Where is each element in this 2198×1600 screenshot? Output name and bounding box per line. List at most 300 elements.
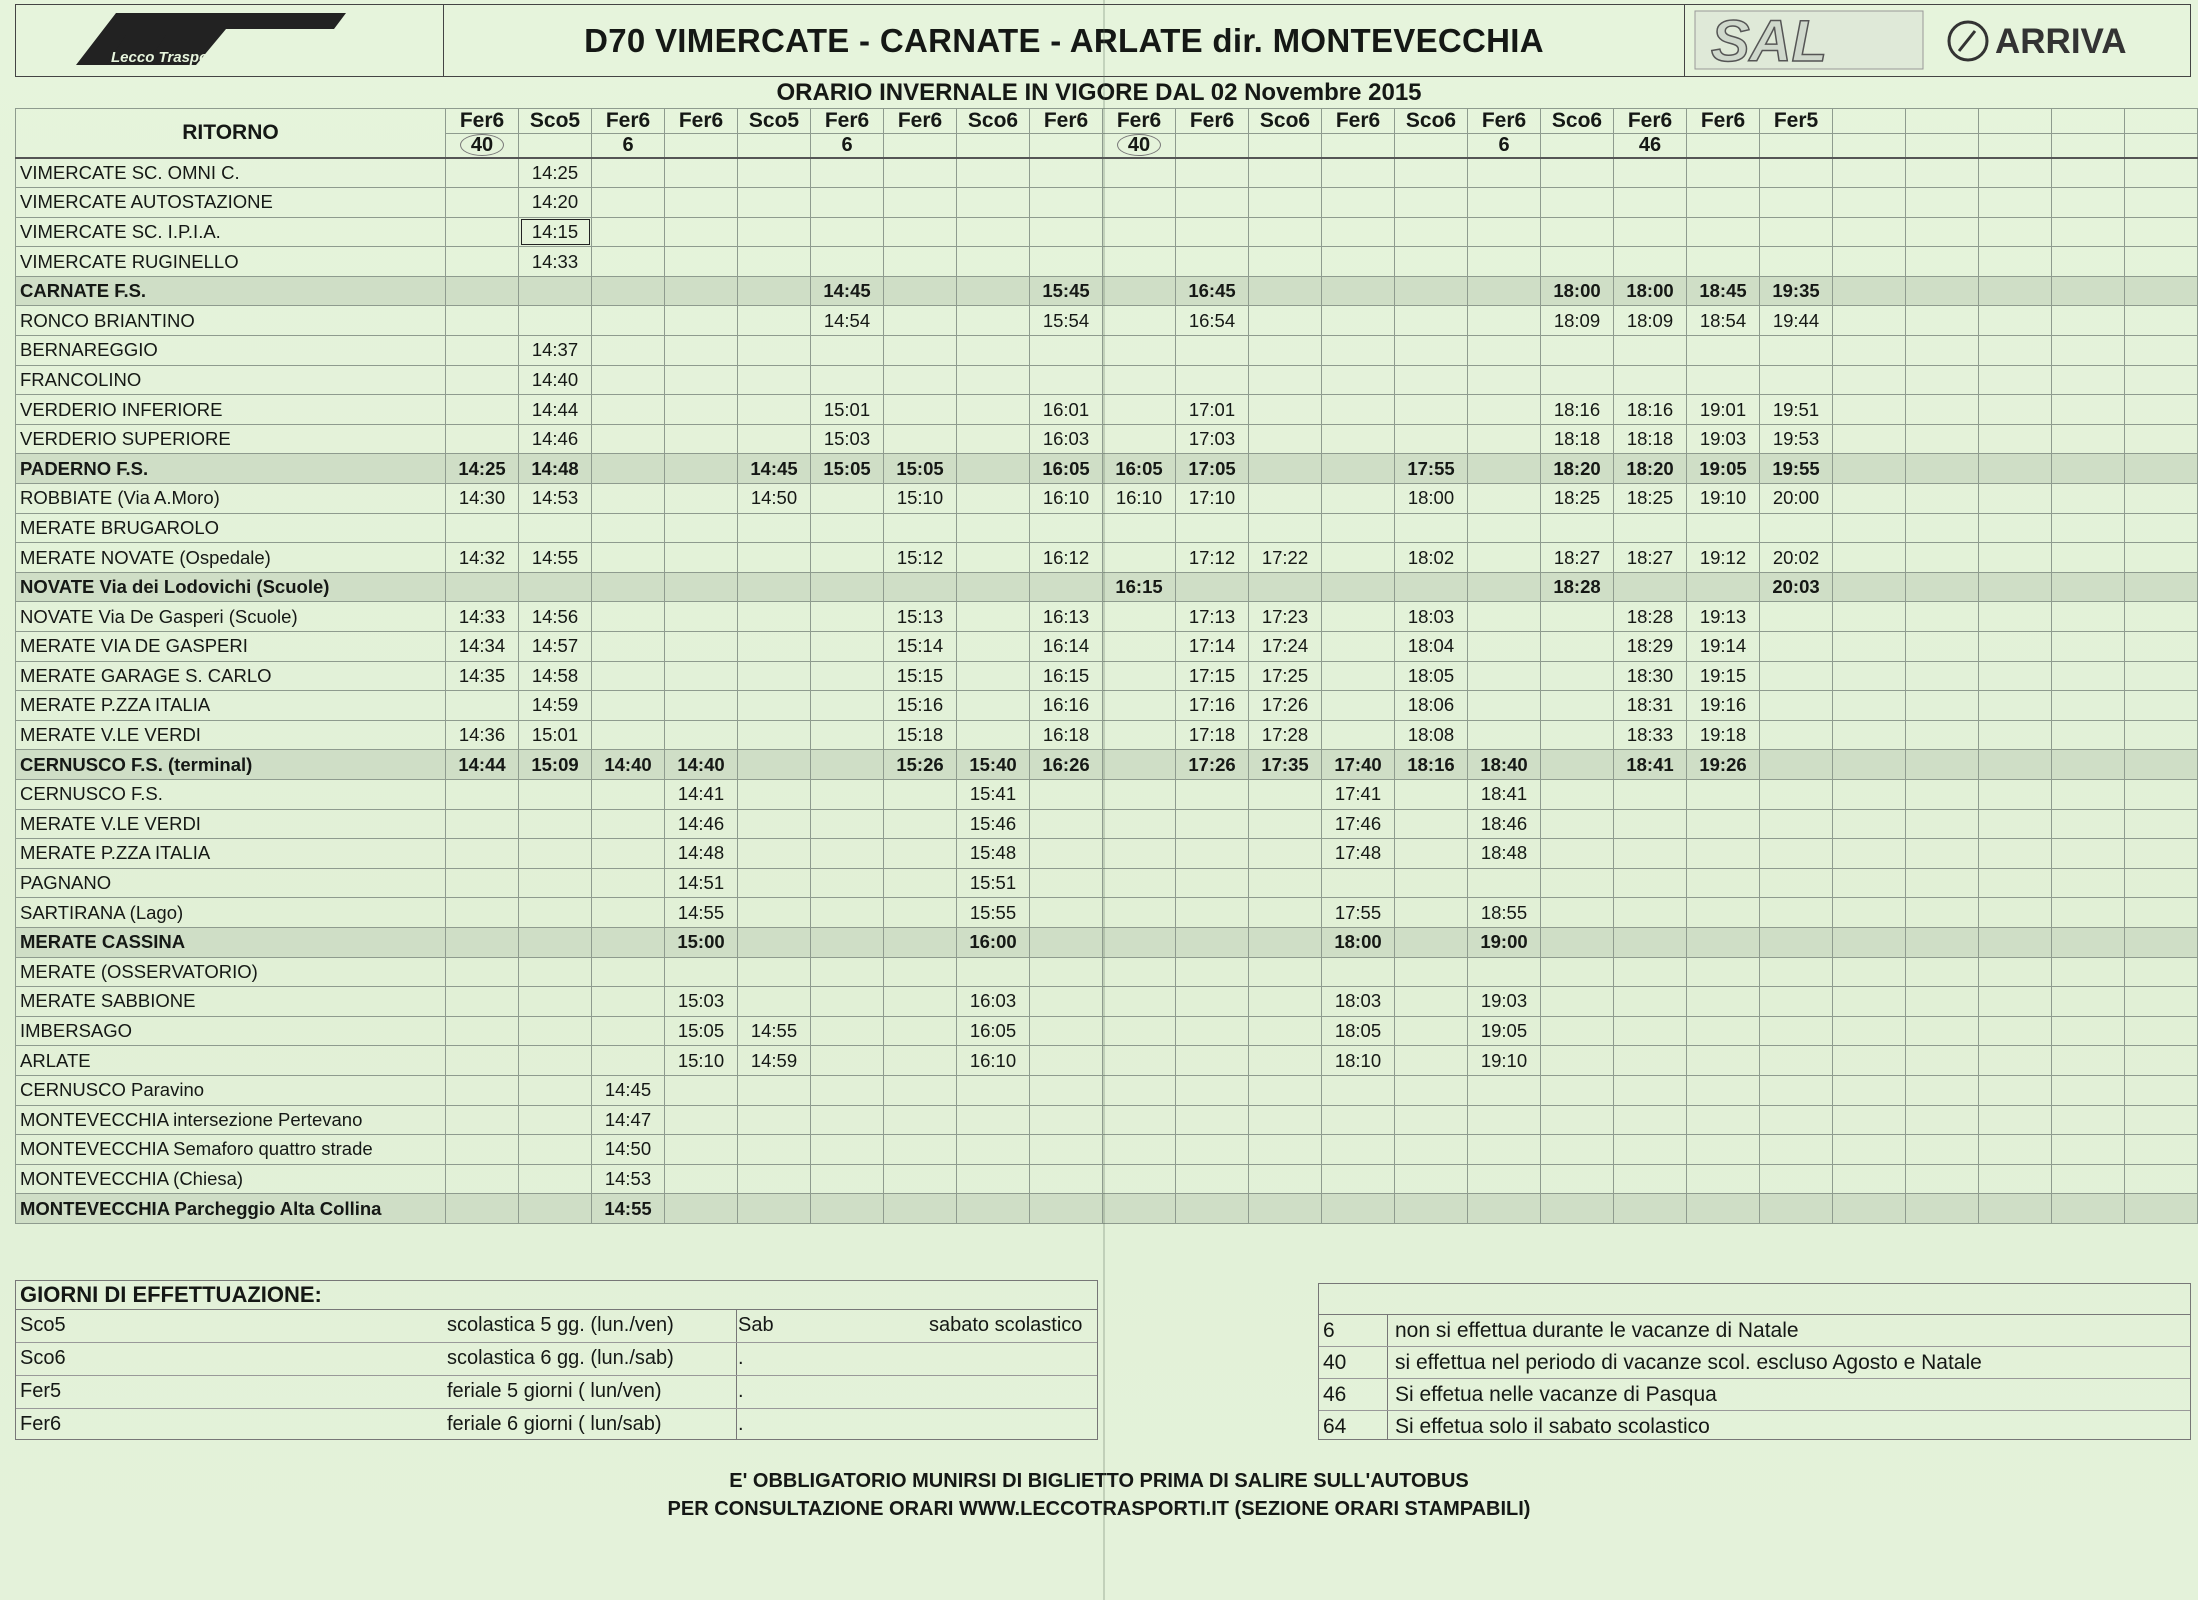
departure-time <box>1614 1194 1687 1224</box>
departure-time <box>1395 957 1468 987</box>
departure-time: 16:14 <box>1030 632 1103 662</box>
departure-time: 17:40 <box>1322 750 1395 780</box>
departure-time <box>1395 513 1468 543</box>
departure-time <box>1979 188 2052 218</box>
departure-time <box>811 1016 884 1046</box>
stop-row <box>16 809 2198 839</box>
departure-time <box>1030 247 1103 277</box>
departure-time <box>1395 1135 1468 1165</box>
departure-time: 15:41 <box>957 779 1030 809</box>
departure-time <box>811 484 884 514</box>
departure-time: 15:01 <box>811 395 884 425</box>
departure-time <box>1103 632 1176 662</box>
departure-time: 16:03 <box>1030 424 1103 454</box>
departure-time: 18:03 <box>1395 602 1468 632</box>
departure-time <box>884 1135 957 1165</box>
departure-time <box>1322 632 1395 662</box>
departure-time <box>1833 779 1906 809</box>
departure-time: 14:54 <box>811 306 884 336</box>
departure-time: 14:55 <box>519 543 592 573</box>
service-type <box>1979 109 2052 134</box>
service-type: Fer6 <box>665 109 738 134</box>
departure-time <box>1833 661 1906 691</box>
departure-time: 18:00 <box>1395 484 1468 514</box>
departure-time <box>665 572 738 602</box>
departure-time <box>738 661 811 691</box>
departure-time <box>738 365 811 395</box>
stop-name: ROBBIATE (Via A.Moro) <box>16 484 446 514</box>
stop-name: MERATE VIA DE GASPERI <box>16 632 446 662</box>
service-note <box>1176 134 1249 159</box>
stop-row <box>16 247 2198 277</box>
service-note <box>957 134 1030 159</box>
departure-time <box>957 336 1030 366</box>
departure-time: 15:40 <box>957 750 1030 780</box>
departure-time <box>1103 987 1176 1017</box>
stop-row <box>16 484 2198 514</box>
departure-time <box>1979 1135 2052 1165</box>
departure-time: 15:48 <box>957 839 1030 869</box>
departure-time <box>1249 1194 1322 1224</box>
service-note <box>884 134 957 159</box>
departure-time <box>2125 957 2198 987</box>
departure-time <box>738 809 811 839</box>
departure-time <box>1760 1194 1833 1224</box>
departure-time <box>1176 188 1249 218</box>
stop-row <box>16 1075 2198 1105</box>
departure-time <box>1322 188 1395 218</box>
days-legend-code: Fer5 <box>20 1380 62 1402</box>
departure-time <box>592 957 665 987</box>
departure-time: 18:06 <box>1395 691 1468 721</box>
departure-time <box>446 868 519 898</box>
departure-time <box>1541 987 1614 1017</box>
departure-time: 17:12 <box>1176 543 1249 573</box>
departure-time <box>592 661 665 691</box>
departure-time <box>1322 247 1395 277</box>
departure-time <box>1614 1046 1687 1076</box>
departure-time <box>738 188 811 218</box>
departure-time: 18:05 <box>1395 661 1468 691</box>
stop-row <box>16 424 2198 454</box>
departure-time <box>1541 602 1614 632</box>
departure-time <box>1541 927 1614 957</box>
departure-time <box>592 779 665 809</box>
departure-time <box>519 809 592 839</box>
departure-time: 19:03 <box>1468 987 1541 1017</box>
departure-time <box>1614 898 1687 928</box>
departure-time <box>1760 839 1833 869</box>
departure-time: 14:53 <box>519 484 592 514</box>
departure-time <box>1468 543 1541 573</box>
departure-time: 14:50 <box>738 484 811 514</box>
departure-time <box>1906 276 1979 306</box>
departure-time: 18:40 <box>1468 750 1541 780</box>
departure-time <box>2125 720 2198 750</box>
departure-time <box>446 957 519 987</box>
service-note <box>1979 134 2052 159</box>
departure-time: 16:00 <box>957 927 1030 957</box>
stop-name: MERATE P.ZZA ITALIA <box>16 691 446 721</box>
departure-time: 14:44 <box>446 750 519 780</box>
departure-time <box>1833 1046 1906 1076</box>
departure-time: 18:08 <box>1395 720 1468 750</box>
departure-time: 14:46 <box>519 424 592 454</box>
departure-time <box>1906 779 1979 809</box>
departure-time <box>592 188 665 218</box>
departure-time: 18:18 <box>1541 424 1614 454</box>
departure-time <box>592 395 665 425</box>
departure-time <box>1760 1105 1833 1135</box>
departure-time <box>446 188 519 218</box>
departure-time <box>1030 572 1103 602</box>
departure-time: 15:05 <box>811 454 884 484</box>
departure-time <box>1395 247 1468 277</box>
stop-row <box>16 572 2198 602</box>
departure-time <box>1395 336 1468 366</box>
departure-time: 14:55 <box>592 1194 665 1224</box>
departure-time <box>592 572 665 602</box>
departure-time: 16:01 <box>1030 395 1103 425</box>
departure-time <box>957 691 1030 721</box>
service-type <box>2125 109 2198 134</box>
departure-time <box>519 839 592 869</box>
departure-time <box>1979 987 2052 1017</box>
departure-time <box>1322 1105 1395 1135</box>
departure-time <box>446 779 519 809</box>
note-code: 6 <box>1323 1319 1335 1342</box>
note-code: 46 <box>1323 1383 1347 1406</box>
departure-time <box>2052 809 2125 839</box>
departure-time <box>1030 217 1103 247</box>
service-type: Fer6 <box>446 109 519 134</box>
departure-time <box>738 395 811 425</box>
departure-time: 14:32 <box>446 543 519 573</box>
departure-time <box>1979 424 2052 454</box>
departure-time <box>1176 336 1249 366</box>
departure-time <box>1468 217 1541 247</box>
departure-time <box>1906 1016 1979 1046</box>
stop-name: MERATE NOVATE (Ospedale) <box>16 543 446 573</box>
departure-time <box>1395 1016 1468 1046</box>
departure-time <box>1030 957 1103 987</box>
departure-time <box>1030 1105 1103 1135</box>
departure-time <box>1833 1194 1906 1224</box>
departure-time: 17:23 <box>1249 602 1322 632</box>
stop-row <box>16 987 2198 1017</box>
logo-text: Lecco Trasporti <box>111 49 224 66</box>
validity-subtitle: ORARIO INVERNALE IN VIGORE DAL 02 Novembre 2015 <box>776 79 1422 106</box>
departure-time <box>592 602 665 632</box>
departure-time: 19:44 <box>1760 306 1833 336</box>
departure-time <box>1833 927 1906 957</box>
departure-time: 19:18 <box>1687 720 1760 750</box>
notes-legend-row <box>1319 1315 2190 1347</box>
departure-time <box>592 927 665 957</box>
departure-time <box>1030 158 1103 188</box>
departure-time <box>1833 750 1906 780</box>
departure-time <box>1103 365 1176 395</box>
departure-time <box>592 543 665 573</box>
departure-time <box>1030 1194 1103 1224</box>
departure-time <box>2125 809 2198 839</box>
stop-row <box>16 336 2198 366</box>
departure-time <box>1614 188 1687 218</box>
departure-time <box>1468 1075 1541 1105</box>
departure-time <box>665 957 738 987</box>
service-type: Fer6 <box>811 109 884 134</box>
departure-time <box>1541 1135 1614 1165</box>
departure-time <box>665 602 738 632</box>
departure-time <box>446 691 519 721</box>
departure-time <box>592 484 665 514</box>
departure-time <box>957 1194 1030 1224</box>
departure-time <box>1395 809 1468 839</box>
departure-time: 14:53 <box>592 1164 665 1194</box>
service-note: 6 <box>1468 134 1541 159</box>
departure-time: 19:12 <box>1687 543 1760 573</box>
departure-time <box>1176 809 1249 839</box>
departure-time <box>2125 158 2198 188</box>
departure-time <box>1614 572 1687 602</box>
service-note <box>1687 134 1760 159</box>
departure-time <box>1322 1194 1395 1224</box>
departure-time <box>519 276 592 306</box>
departure-time <box>1176 513 1249 543</box>
departure-time <box>2125 750 2198 780</box>
departure-time: 17:10 <box>1176 484 1249 514</box>
departure-time <box>592 691 665 721</box>
departure-time: 15:00 <box>665 927 738 957</box>
departure-time <box>1833 276 1906 306</box>
departure-time: 15:09 <box>519 750 592 780</box>
departure-time <box>592 424 665 454</box>
departure-time <box>1979 632 2052 662</box>
departure-time <box>1906 484 1979 514</box>
departure-time <box>2052 632 2125 662</box>
departure-time <box>1322 602 1395 632</box>
days-legend-row <box>16 1376 1097 1409</box>
departure-time: 20:00 <box>1760 484 1833 514</box>
departure-time <box>1030 365 1103 395</box>
departure-time <box>738 868 811 898</box>
departure-time <box>1541 158 1614 188</box>
departure-time: 14:57 <box>519 632 592 662</box>
departure-time <box>1322 957 1395 987</box>
departure-time: 14:25 <box>519 158 592 188</box>
departure-time <box>957 1135 1030 1165</box>
departure-time: 18:09 <box>1541 306 1614 336</box>
departure-time: 17:05 <box>1176 454 1249 484</box>
departure-time: 15:12 <box>884 543 957 573</box>
stop-row <box>16 1105 2198 1135</box>
departure-time <box>519 927 592 957</box>
departure-time <box>1614 247 1687 277</box>
departure-time: 17:55 <box>1395 454 1468 484</box>
stop-name: VERDERIO SUPERIORE <box>16 424 446 454</box>
departure-time <box>1322 543 1395 573</box>
stop-row <box>16 306 2198 336</box>
departure-time: 15:26 <box>884 750 957 780</box>
days-legend-desc: scolastica 6 gg. (lun./sab) <box>447 1347 674 1369</box>
departure-time <box>1468 661 1541 691</box>
departure-time <box>1979 957 2052 987</box>
departure-time <box>2125 247 2198 277</box>
departure-time <box>1395 158 1468 188</box>
departure-time: 17:15 <box>1176 661 1249 691</box>
stop-row <box>16 661 2198 691</box>
days-legend-row <box>16 1409 1097 1441</box>
departure-time <box>811 247 884 277</box>
notes-legend <box>1318 1283 2191 1440</box>
departure-time <box>957 572 1030 602</box>
departure-time: 15:03 <box>665 987 738 1017</box>
stop-name: ARLATE <box>16 1046 446 1076</box>
departure-time <box>1541 720 1614 750</box>
departure-time <box>884 957 957 987</box>
departure-time <box>1906 987 1979 1017</box>
departure-time <box>1030 1016 1103 1046</box>
departure-time: 17:25 <box>1249 661 1322 691</box>
departure-time <box>2052 720 2125 750</box>
departure-time <box>1103 1016 1176 1046</box>
departure-time <box>811 957 884 987</box>
departure-time <box>1979 572 2052 602</box>
departure-time <box>1103 336 1176 366</box>
departure-time <box>1541 661 1614 691</box>
departure-time <box>1979 276 2052 306</box>
departure-time <box>811 987 884 1017</box>
departure-time: 19:03 <box>1687 424 1760 454</box>
departure-time <box>1103 1164 1176 1194</box>
departure-time <box>1979 1046 2052 1076</box>
departure-time <box>1468 1105 1541 1135</box>
departure-time <box>1468 1194 1541 1224</box>
departure-time <box>738 336 811 366</box>
departure-time <box>2125 276 2198 306</box>
departure-time <box>957 454 1030 484</box>
departure-time: 16:05 <box>957 1016 1030 1046</box>
departure-time <box>1322 424 1395 454</box>
departure-time: 17:26 <box>1176 750 1249 780</box>
departure-time <box>1541 839 1614 869</box>
departure-time: 18:25 <box>1541 484 1614 514</box>
stop-name: PADERNO F.S. <box>16 454 446 484</box>
departure-time <box>1395 306 1468 336</box>
departure-time <box>1249 513 1322 543</box>
departure-time <box>2125 454 2198 484</box>
departure-time <box>1760 247 1833 277</box>
departure-time <box>1906 1075 1979 1105</box>
departure-time <box>1322 395 1395 425</box>
departure-time <box>2125 602 2198 632</box>
departure-time <box>1906 632 1979 662</box>
departure-time: 14:55 <box>738 1016 811 1046</box>
departure-time <box>1541 898 1614 928</box>
departure-time <box>884 1016 957 1046</box>
departure-time <box>1979 691 2052 721</box>
departure-time <box>1249 484 1322 514</box>
departure-time: 15:46 <box>957 809 1030 839</box>
departure-time <box>2052 661 2125 691</box>
departure-time <box>1541 188 1614 218</box>
departure-time <box>446 395 519 425</box>
departure-time <box>446 898 519 928</box>
departure-time <box>1468 188 1541 218</box>
departure-time: 15:45 <box>1030 276 1103 306</box>
departure-time <box>592 336 665 366</box>
departure-time: 18:03 <box>1322 987 1395 1017</box>
departure-time <box>1687 365 1760 395</box>
departure-time <box>1468 158 1541 188</box>
stop-row <box>16 513 2198 543</box>
departure-time <box>1541 365 1614 395</box>
departure-time <box>1760 513 1833 543</box>
service-type: Fer6 <box>592 109 665 134</box>
departure-time <box>1103 809 1176 839</box>
departure-time: 18:05 <box>1322 1016 1395 1046</box>
service-note <box>1541 134 1614 159</box>
departure-time <box>884 1075 957 1105</box>
departure-time <box>738 987 811 1017</box>
departure-time <box>1030 1164 1103 1194</box>
departure-time <box>1322 276 1395 306</box>
departure-time <box>446 276 519 306</box>
stop-row <box>16 1135 2198 1165</box>
departure-time <box>884 572 957 602</box>
ticket-notice: E' OBBLIGATORIO MUNIRSI DI BIGLIETTO PRIMA DI SALIRE SULL'AUTOBUS <box>729 1470 1469 1492</box>
departure-time <box>1760 661 1833 691</box>
days-legend-code2: . <box>738 1347 744 1369</box>
departure-time <box>665 513 738 543</box>
departure-time <box>1760 1075 1833 1105</box>
departure-time <box>446 839 519 869</box>
service-note <box>2052 134 2125 159</box>
departure-time <box>1979 306 2052 336</box>
departure-time <box>446 513 519 543</box>
service-note-oval: 40 <box>460 134 504 156</box>
stop-row <box>16 927 2198 957</box>
service-type: Fer6 <box>1468 109 1541 134</box>
sal-arriva-logo <box>1685 5 2189 75</box>
service-type <box>1906 109 1979 134</box>
departure-time <box>884 898 957 928</box>
departure-time <box>957 276 1030 306</box>
departure-time <box>665 1164 738 1194</box>
departure-time <box>1468 572 1541 602</box>
departure-time <box>884 217 957 247</box>
departure-time <box>1760 691 1833 721</box>
departure-time <box>1614 365 1687 395</box>
departure-time <box>1833 395 1906 425</box>
departure-time <box>1395 365 1468 395</box>
departure-time <box>738 1075 811 1105</box>
departure-time <box>1541 1164 1614 1194</box>
departure-time <box>1468 276 1541 306</box>
departure-time: 14:56 <box>519 602 592 632</box>
departure-time <box>884 306 957 336</box>
departure-time <box>592 898 665 928</box>
departure-time <box>1395 927 1468 957</box>
departure-time <box>1979 365 2052 395</box>
departure-time <box>1103 602 1176 632</box>
departure-time <box>665 691 738 721</box>
departure-time <box>2052 513 2125 543</box>
departure-time <box>1979 720 2052 750</box>
notes-legend-row <box>1319 1411 2190 1442</box>
departure-time <box>665 336 738 366</box>
departure-time <box>1906 572 1979 602</box>
